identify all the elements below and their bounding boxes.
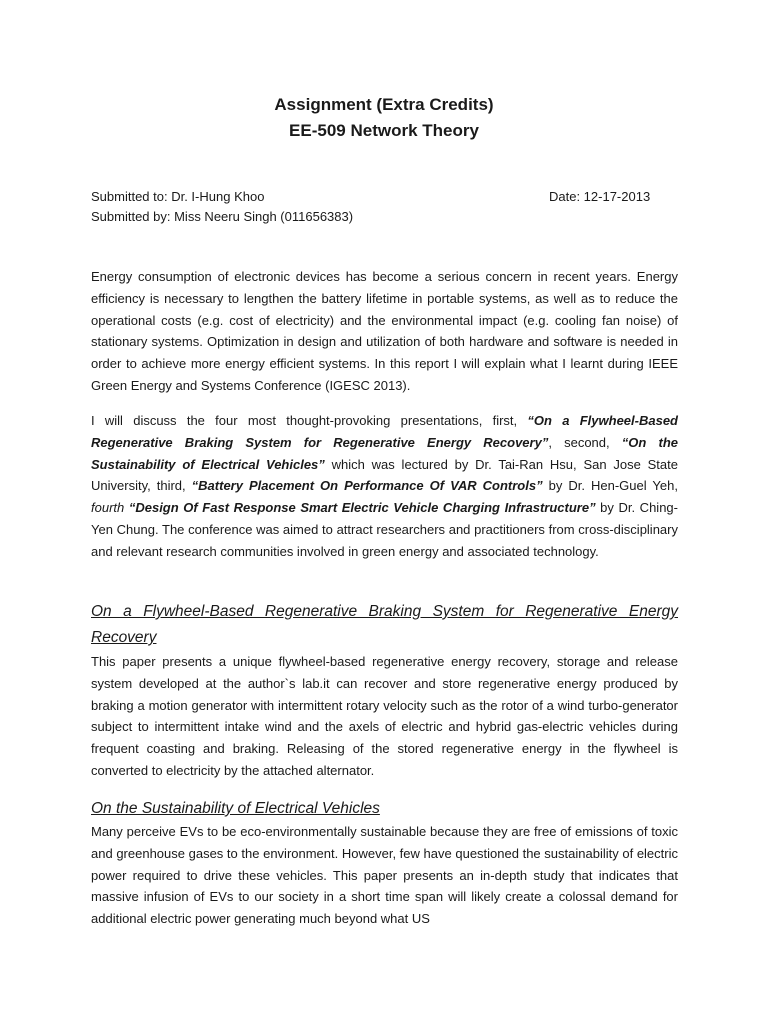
intro-paragraph: Energy consumption of electronic devices has become a serious concern in recent years. Energy efficiency is necessary to lengthen the battery lifetime in portable systems, as well as to reduce the operational costs (e.g. cost of electricity) and the environmental impact (e.g. cooling fan noise) of stationary systems. Optimization in design and utilization of both hardware and software is needed in order to achieve more energy efficient systems. In this report I will explain what I learnt during IEEE Green Energy and Systems Conference (IGESC 2013).: [91, 269, 678, 393]
presentation-title-4: “Design Of Fast Response Smart Electric Vehicle Charging Infrastructure”: [128, 500, 596, 516]
submitted-to: Submitted to: Dr. I-Hung Khoo: [91, 189, 265, 204]
submission-date: Date: 12-17-2013: [549, 189, 651, 204]
section-paragraph-ev-sustainability: Many perceive EVs to be eco-environmentally sustainable because they are free of emissions of toxic and greenhouse gases to the environment. However, few have questioned the sustainability of electric power required to drive these vehicles. This paper presents an in-depth study that indicates that massive infusion of EVs to our society in a short time span will likely create a colossal demand for additional electric power generating much beyond what US: [91, 824, 678, 927]
presentation-title-2: “On the Sustainability of Electrical Vehicles”: [91, 434, 679, 472]
discussion-text-1: I will discuss the four most thought-provoking presentations, first,: [91, 413, 528, 428]
course-title: EE-509 Network Theory: [289, 121, 479, 140]
document-title: Assignment (Extra Credits): [274, 95, 494, 114]
discussion-paragraph: [91, 410, 678, 563]
discussion-fourth-word: fourth: [91, 500, 125, 516]
section-heading-ev-sustainability: On the Sustainability of Electrical Vehicles: [91, 800, 380, 817]
submitted-by: Submitted by: Miss Neeru Singh (011656383): [91, 209, 354, 224]
section-heading-flywheel: On a Flywheel-Based Regenerative Braking System for Regenerative Energy Recovery: [91, 603, 678, 646]
presentation-title-3: “Battery Placement On Performance Of VAR Controls”: [191, 478, 543, 494]
discussion-text-3: which was lectured by Dr. Tai-Ran Hsu, San Jose State University, third,: [91, 456, 678, 494]
discussion-text-5: by Dr. Ching-Yen Chung. The conference was aimed to attract researchers and practitioners from cross-disciplinary and relevant research communities involved in green energy and associated technology.: [91, 500, 678, 559]
section-paragraph-flywheel: This paper presents a unique flywheel-based regenerative energy recovery, storage and release system developed at the author`s lab.it can recover and store regenerative energy produced by braking a motion generator with intermittent rotary velocity such as the rotor of a wind turbo-generator subject to intermittent intake wind and the axels of electric and hybrid gas-electric vehicles during frequent coasting and braking. Releasing of the stored regenerative energy in the flywheel is converted to electricity by the attached alternator.: [91, 654, 678, 778]
discussion-text-4: by Dr. Hen-Guel Yeh,: [542, 478, 678, 494]
presentation-title-1: “On a Flywheel-Based Regenerative Braking System for Regenerative Energy Recovery”: [91, 413, 678, 450]
discussion-text-2: , second,: [548, 434, 622, 450]
